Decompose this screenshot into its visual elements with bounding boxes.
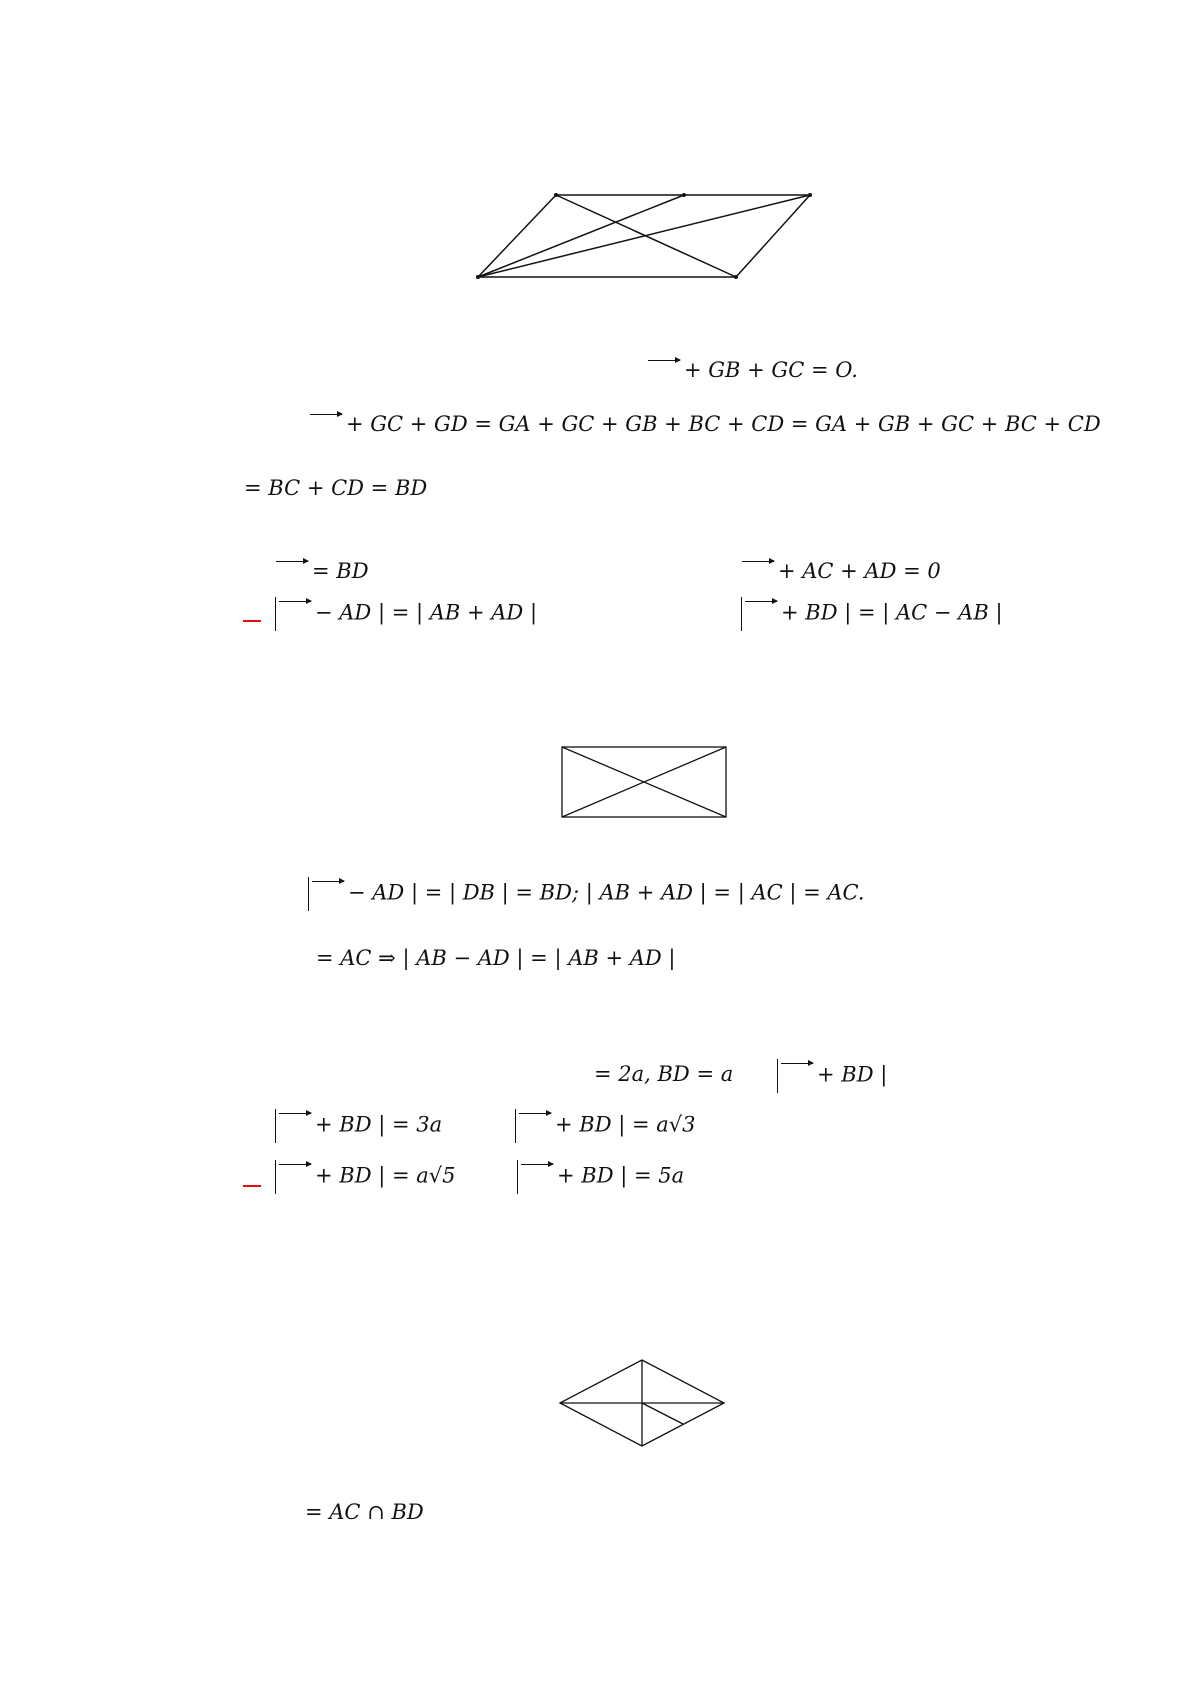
vector-arrow-icon — [279, 601, 311, 602]
equation-line-7: = 2a, BD = a — [594, 1062, 734, 1086]
abs-bar-icon — [308, 877, 309, 911]
equation-line-9: = AC ∩ BD — [305, 1500, 424, 1524]
option-c-2: + BD | = a√5 — [272, 1160, 456, 1194]
equation-line-6: = AC ⇒ | AB − AD | = | AB + AD | — [316, 946, 676, 970]
vector-arrow-icon — [745, 601, 777, 602]
equation-line-3: = BC + CD = BD — [244, 476, 428, 500]
abs-bar-icon — [275, 1109, 276, 1143]
answer-mark — [243, 620, 261, 622]
vector-arrow-icon — [312, 881, 344, 882]
option-a: = BD — [276, 557, 369, 585]
vector-arrow-icon — [310, 414, 342, 415]
vector-arrow-icon — [279, 1113, 311, 1114]
vector-arrow-icon — [742, 561, 774, 562]
parallelogram-figure — [470, 180, 820, 290]
equation-line-5: − AD | = | DB | = BD; | AB + AD | = | AC | = AC. — [305, 877, 865, 911]
option-b: + AC + AD = 0 — [742, 557, 941, 585]
equation-line-1: + GB + GC = O. — [648, 356, 858, 384]
answer-mark — [243, 1185, 261, 1187]
option-d-2: + BD | = 5a — [514, 1160, 684, 1194]
option-b-2: + BD | = a√3 — [512, 1109, 696, 1143]
rhombus-figure — [558, 1358, 728, 1450]
abs-bar-icon — [777, 1059, 778, 1093]
vector-arrow-icon — [276, 561, 308, 562]
vector-arrow-icon — [279, 1164, 311, 1165]
option-a-2: + BD | = 3a — [272, 1109, 442, 1143]
abs-bar-icon — [275, 1160, 276, 1194]
equation-line-7b: + BD | — [774, 1059, 887, 1093]
abs-bar-icon — [741, 597, 742, 631]
abs-bar-icon — [517, 1160, 518, 1194]
vector-arrow-icon — [648, 360, 680, 361]
vector-arrow-icon — [519, 1113, 551, 1114]
option-c: − AD | = | AB + AD | — [272, 597, 537, 631]
vector-arrow-icon — [521, 1164, 553, 1165]
vector-arrow-icon — [781, 1063, 813, 1064]
abs-bar-icon — [275, 597, 276, 631]
rectangle-figure — [560, 745, 730, 821]
equation-line-2: + GC + GD = GA + GC + GB + BC + CD = GA + GB + GC + BC + CD — [310, 410, 1101, 438]
option-d: + BD | = | AC − AB | — [738, 597, 1003, 631]
abs-bar-icon — [515, 1109, 516, 1143]
